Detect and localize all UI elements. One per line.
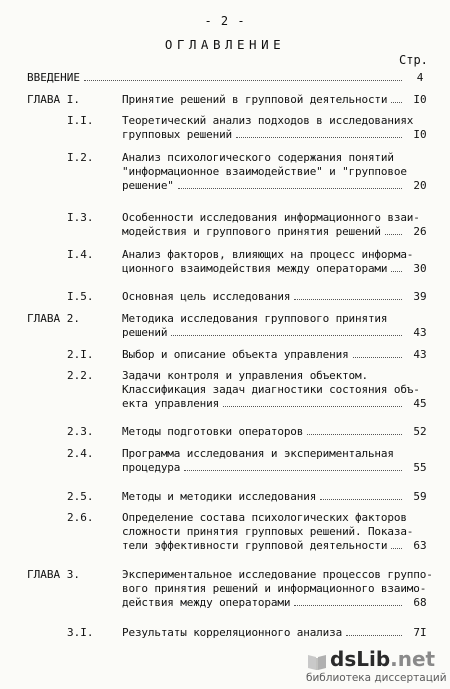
- toc-entry-page: 63: [413, 539, 427, 552]
- toc-entry-label: ВВЕДЕНИЕ: [27, 71, 80, 84]
- toc-entry: [0, 150, 450, 194]
- toc-entry: [0, 625, 450, 641]
- dot-leader: [294, 595, 402, 610]
- toc-entry-label: I.5.: [67, 290, 94, 303]
- toc-entry-page: 55: [413, 461, 427, 474]
- dot-leader: [391, 538, 402, 553]
- book-icon: [306, 652, 328, 672]
- toc-entry-label: 2.5.: [67, 490, 94, 503]
- dot-leader: [294, 289, 402, 304]
- toc-entry-text: Теоретический анализ подходов в исследованиях: [122, 114, 414, 127]
- toc-entry: [0, 368, 450, 412]
- toc-entry-text: действия между операторами: [122, 596, 291, 609]
- toc-title: ОГЛАВЛЕНИЕ: [164, 37, 286, 52]
- toc-entry-label: 2.3.: [67, 425, 94, 438]
- toc-entry-text: Определение состава психологических факторов: [122, 511, 407, 524]
- toc-entry-text: процедура: [122, 461, 181, 474]
- toc-entry-label: 2.6.: [67, 511, 94, 524]
- toc-entry: [0, 567, 450, 611]
- toc-entry-page: 39: [413, 290, 427, 303]
- toc-entry-text: "информационное взаимодействие" и "групповое: [122, 165, 407, 178]
- toc-entry-page: 52: [413, 425, 427, 438]
- toc-entry-text: Выбор и описание объекта управления: [122, 348, 349, 361]
- toc-entry-label: I.I.: [67, 114, 94, 127]
- dot-leader: [346, 625, 402, 640]
- toc-entry: [0, 347, 450, 363]
- toc-entry-page: 20: [413, 179, 427, 192]
- toc-entry-page: 43: [413, 348, 427, 361]
- toc-entry-label: 2.4.: [67, 447, 94, 460]
- toc-entry: [0, 311, 450, 341]
- toc-entry: [0, 446, 450, 476]
- toc-entry-text: Программа исследования и экспериментальная: [122, 447, 394, 460]
- toc-entry-label: I.4.: [67, 248, 94, 261]
- toc-entry-text: Классификация задач диагностики состояния объ-: [122, 383, 420, 396]
- dot-leader: [385, 224, 402, 239]
- toc-entry-text: сложности принятия групповых решений. Показа-: [122, 525, 414, 538]
- toc-entry-label: ГЛАВА 3.: [27, 568, 80, 581]
- toc-entry-text: групповых решений: [122, 128, 233, 141]
- watermark-logo-main: dsLib: [330, 647, 391, 671]
- toc-entry-text: Принятие решений в групповой деятельности: [122, 93, 388, 106]
- toc-entry-text: модействия и группового принятия решений: [122, 225, 381, 238]
- toc-entry: [0, 424, 450, 440]
- toc-entry: [0, 289, 450, 305]
- toc-entry: [0, 210, 450, 240]
- toc-entry-text: Экспериментальное исследование процессов группо-: [122, 568, 433, 581]
- toc-entry-page: I0: [413, 128, 427, 141]
- toc-entry-page: 26: [413, 225, 427, 238]
- toc-entry-label: 2.2.: [67, 369, 94, 382]
- watermark-subtitle: библиотека диссертаций: [306, 672, 447, 684]
- dot-leader: [391, 261, 402, 276]
- toc-entry: [0, 70, 450, 86]
- toc-entry-text: Методы и методики исследования: [122, 490, 317, 503]
- toc-entry: [0, 92, 450, 108]
- toc-entry-text: Результаты корреляционного анализа: [122, 626, 343, 639]
- toc-entry-text: Методы подготовки операторов: [122, 425, 304, 438]
- toc-entry-text: Особенности исследования информационного взаи-: [122, 211, 420, 224]
- toc-entry-label: ГЛАВА I.: [27, 93, 80, 106]
- dot-leader: [320, 489, 402, 504]
- dot-leader: [223, 396, 402, 411]
- toc-entry-label: I.3.: [67, 211, 94, 224]
- toc-entry-page: 7I: [413, 626, 427, 639]
- toc-entry-text: тели эффективности групповой деятельности: [122, 539, 388, 552]
- toc-entry-page: 45: [413, 397, 427, 410]
- toc-entry-text: вого принятия решений и информационного взаимо-: [122, 582, 427, 595]
- watermark-logo-suffix: .net: [390, 647, 436, 671]
- toc-entry: [0, 510, 450, 554]
- toc-entry-label: ГЛАВА 2.: [27, 312, 80, 325]
- dot-leader: [353, 347, 402, 362]
- toc-entry-text: решений: [122, 326, 168, 339]
- toc-entry: [0, 489, 450, 505]
- toc-entry: [0, 247, 450, 277]
- toc-entry-page: 68: [413, 596, 427, 609]
- watermark-logo: [330, 647, 435, 671]
- toc-entry-text: ционного взаимодействия между операторами: [122, 262, 388, 275]
- toc-entry-text: решение": [122, 179, 174, 192]
- dot-leader: [236, 127, 402, 142]
- toc-entry-page: 30: [413, 262, 427, 275]
- dot-leader: [184, 460, 402, 475]
- toc-entry-text: Анализ психологического содержания понятий: [122, 151, 394, 164]
- toc-entry-text: Анализ факторов, влияющих на процесс информа-: [122, 248, 414, 261]
- dot-leader: [307, 424, 402, 439]
- watermark: [306, 647, 446, 687]
- toc-entry-label: I.2.: [67, 151, 94, 164]
- toc-entry-text: Задачи контроля и управления объектом.: [122, 369, 368, 382]
- dot-leader: [178, 178, 402, 193]
- toc-entry-label: 2.I.: [67, 348, 94, 361]
- toc-entry-page: 43: [413, 326, 427, 339]
- toc-entry-page: I0: [413, 93, 427, 106]
- toc-entry-page: 4: [416, 71, 424, 84]
- toc-entry-text: екта управления: [122, 397, 220, 410]
- page-column-label: Стр.: [399, 53, 428, 67]
- page-number: - 2 -: [204, 14, 246, 28]
- dot-leader: [171, 325, 402, 340]
- toc-entry-label: 3.I.: [67, 626, 94, 639]
- dot-leader: [84, 70, 402, 85]
- toc-entry-page: 59: [413, 490, 427, 503]
- toc-entry-text: Методика исследования группового принятия: [122, 312, 388, 325]
- toc-entry-text: Основная цель исследования: [122, 290, 291, 303]
- toc-entry: [0, 113, 450, 143]
- dot-leader: [391, 92, 402, 107]
